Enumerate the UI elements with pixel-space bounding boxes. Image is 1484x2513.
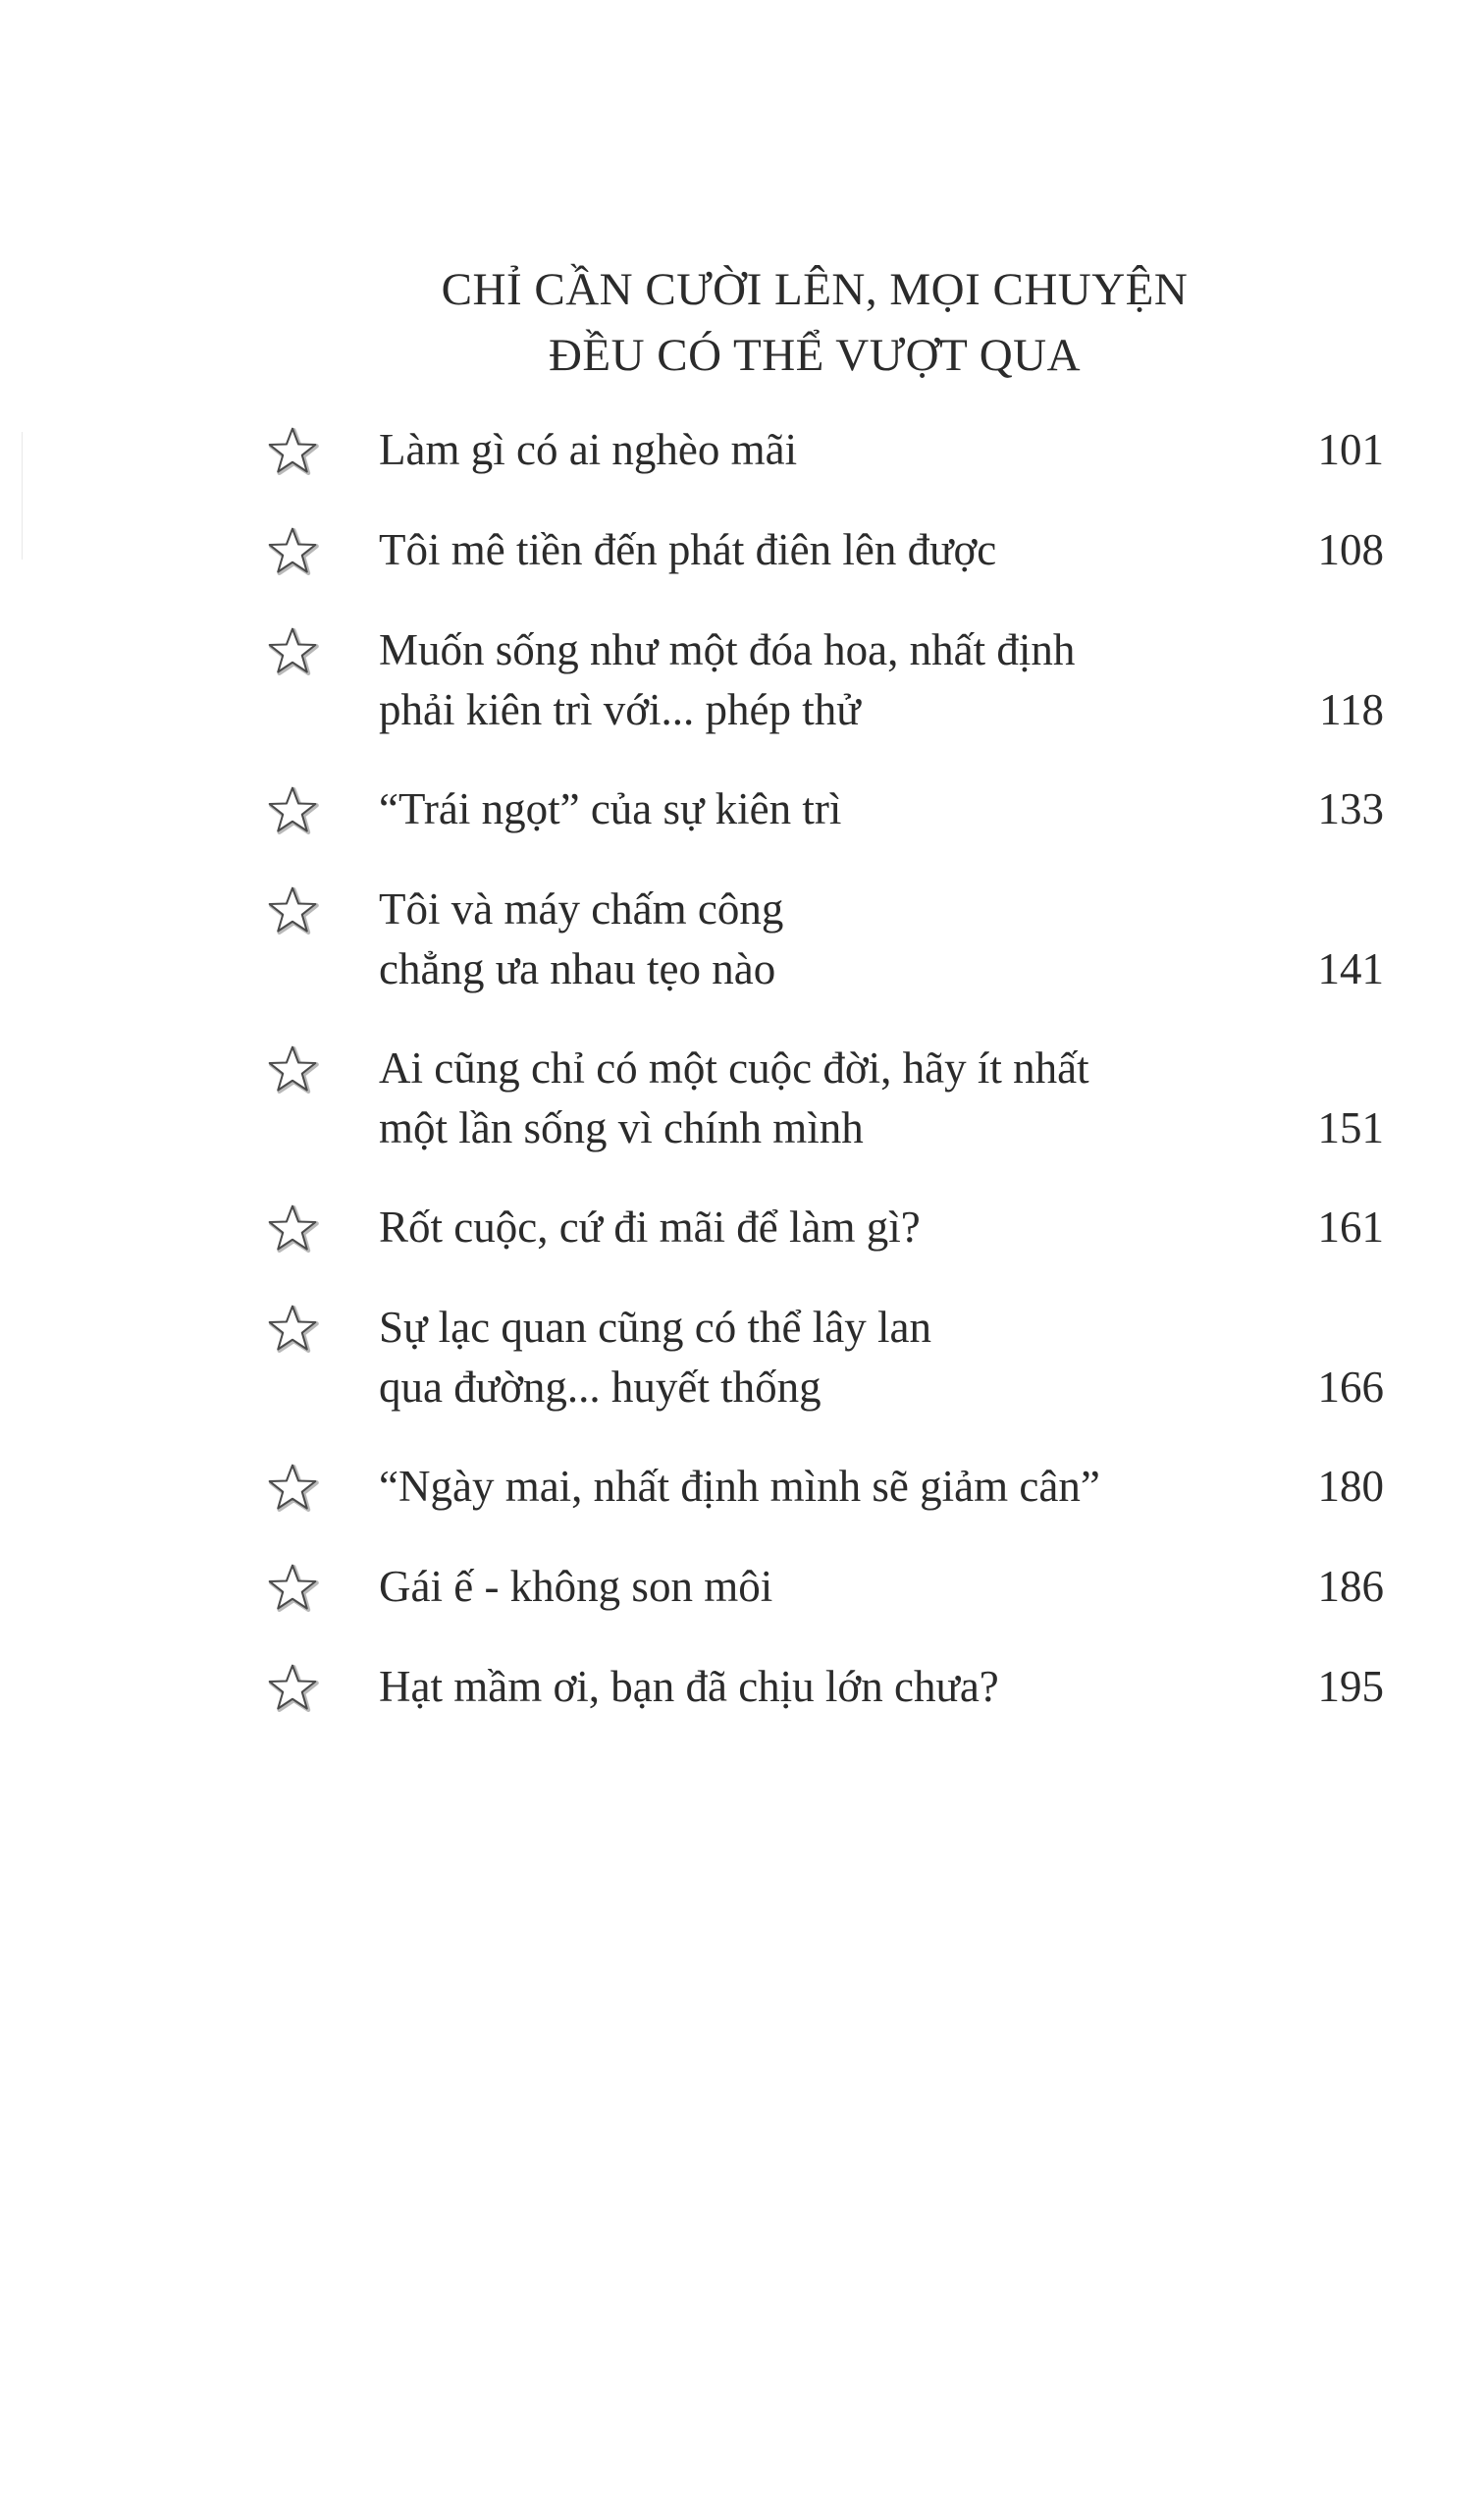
margin-mark	[22, 432, 23, 560]
star-outline-icon	[265, 1561, 320, 1616]
toc-entry-title-line: Rốt cuộc, cứ đi mãi để làm gì?	[379, 1203, 921, 1252]
toc-entry-title	[379, 620, 1184, 740]
toc-entry	[265, 1298, 1384, 1417]
toc-entry-title-line: Làm gì có ai nghèo mãi	[379, 425, 798, 474]
star-outline-icon	[265, 783, 320, 838]
toc-entry-page: 186	[1317, 1562, 1384, 1611]
toc-entry	[265, 1457, 1384, 1517]
toc-entry-title-line: Gái ế - không son môi	[379, 1562, 773, 1611]
toc-entry-title	[379, 520, 1184, 580]
toc-entry-title-line: Sự lạc quan cũng có thể lây lan	[379, 1303, 931, 1352]
toc-entry	[265, 620, 1384, 740]
toc-entry-title-line: “Ngày mai, nhất định mình sẽ giảm cân”	[379, 1462, 1100, 1511]
toc-entry-page: 101	[1317, 425, 1384, 474]
table-of-contents	[265, 0, 1384, 2513]
star-outline-icon	[265, 1661, 320, 1716]
toc-entry-title-line: Muốn sống như một đóa hoa, nhất định	[379, 625, 1076, 674]
toc-entry-title	[379, 1657, 1184, 1717]
toc-entry-page: 180	[1317, 1462, 1384, 1511]
star-outline-icon	[265, 1043, 320, 1097]
toc-entry	[265, 1657, 1384, 1717]
toc-entry-title	[379, 1039, 1184, 1158]
star-outline-icon	[265, 883, 320, 938]
toc-entry-title	[379, 779, 1184, 839]
toc-entry-title-line: phải kiên trì với... phép thử	[379, 685, 861, 734]
star-outline-icon	[265, 624, 320, 679]
toc-entry-page: 166	[1317, 1363, 1384, 1412]
star-outline-icon	[265, 1302, 320, 1357]
toc-entry-title-line: một lần sống vì chính mình	[379, 1103, 864, 1152]
toc-entry-title-line: Hạt mầm ơi, bạn đã chịu lớn chưa?	[379, 1662, 999, 1711]
toc-entry-title	[379, 1198, 1184, 1257]
toc-entry-title	[379, 1457, 1184, 1517]
toc-entry-page: 108	[1317, 525, 1384, 574]
toc-entry-title-line: Ai cũng chỉ có một cuộc đời, hãy ít nhất	[379, 1043, 1089, 1093]
toc-entry-title-line: “Trái ngọt” của sự kiên trì	[379, 784, 842, 833]
toc-entry-title-line: Tôi mê tiền đến phát điên lên được	[379, 525, 997, 574]
toc-entry	[265, 1198, 1384, 1257]
star-outline-icon	[265, 424, 320, 479]
toc-entry-title	[379, 420, 1184, 480]
toc-entry	[265, 880, 1384, 999]
toc-entry	[265, 779, 1384, 839]
toc-entry-title	[379, 880, 1184, 999]
toc-entry-title	[379, 1298, 1184, 1417]
star-outline-icon	[265, 1202, 320, 1256]
star-outline-icon	[265, 524, 320, 579]
toc-entry	[265, 1039, 1384, 1158]
toc-entry-title-line: chẳng ưa nhau tẹo nào	[379, 944, 776, 993]
toc-entry	[265, 520, 1384, 580]
toc-entry-page: 161	[1317, 1203, 1384, 1252]
toc-entry-page: 195	[1317, 1662, 1384, 1711]
section-title-line-1: CHỈ CẦN CƯỜI LÊN, MỌI CHUYỆN	[441, 264, 1189, 315]
toc-entry	[265, 420, 1384, 480]
toc-entry-page: 133	[1317, 784, 1384, 833]
star-outline-icon	[265, 1461, 320, 1516]
toc-entry-title	[379, 1557, 1184, 1617]
toc-entry-title-line: Tôi và máy chấm công	[379, 884, 784, 934]
toc-entry-page: 118	[1319, 685, 1384, 734]
toc-entry-page: 151	[1317, 1103, 1384, 1152]
toc-entry	[265, 1557, 1384, 1617]
toc-entry-page: 141	[1317, 944, 1384, 993]
section-title-line-2: ĐỀU CÓ THỂ VƯỢT QUA	[548, 330, 1082, 381]
toc-entry-title-line: qua đường... huyết thống	[379, 1363, 822, 1412]
